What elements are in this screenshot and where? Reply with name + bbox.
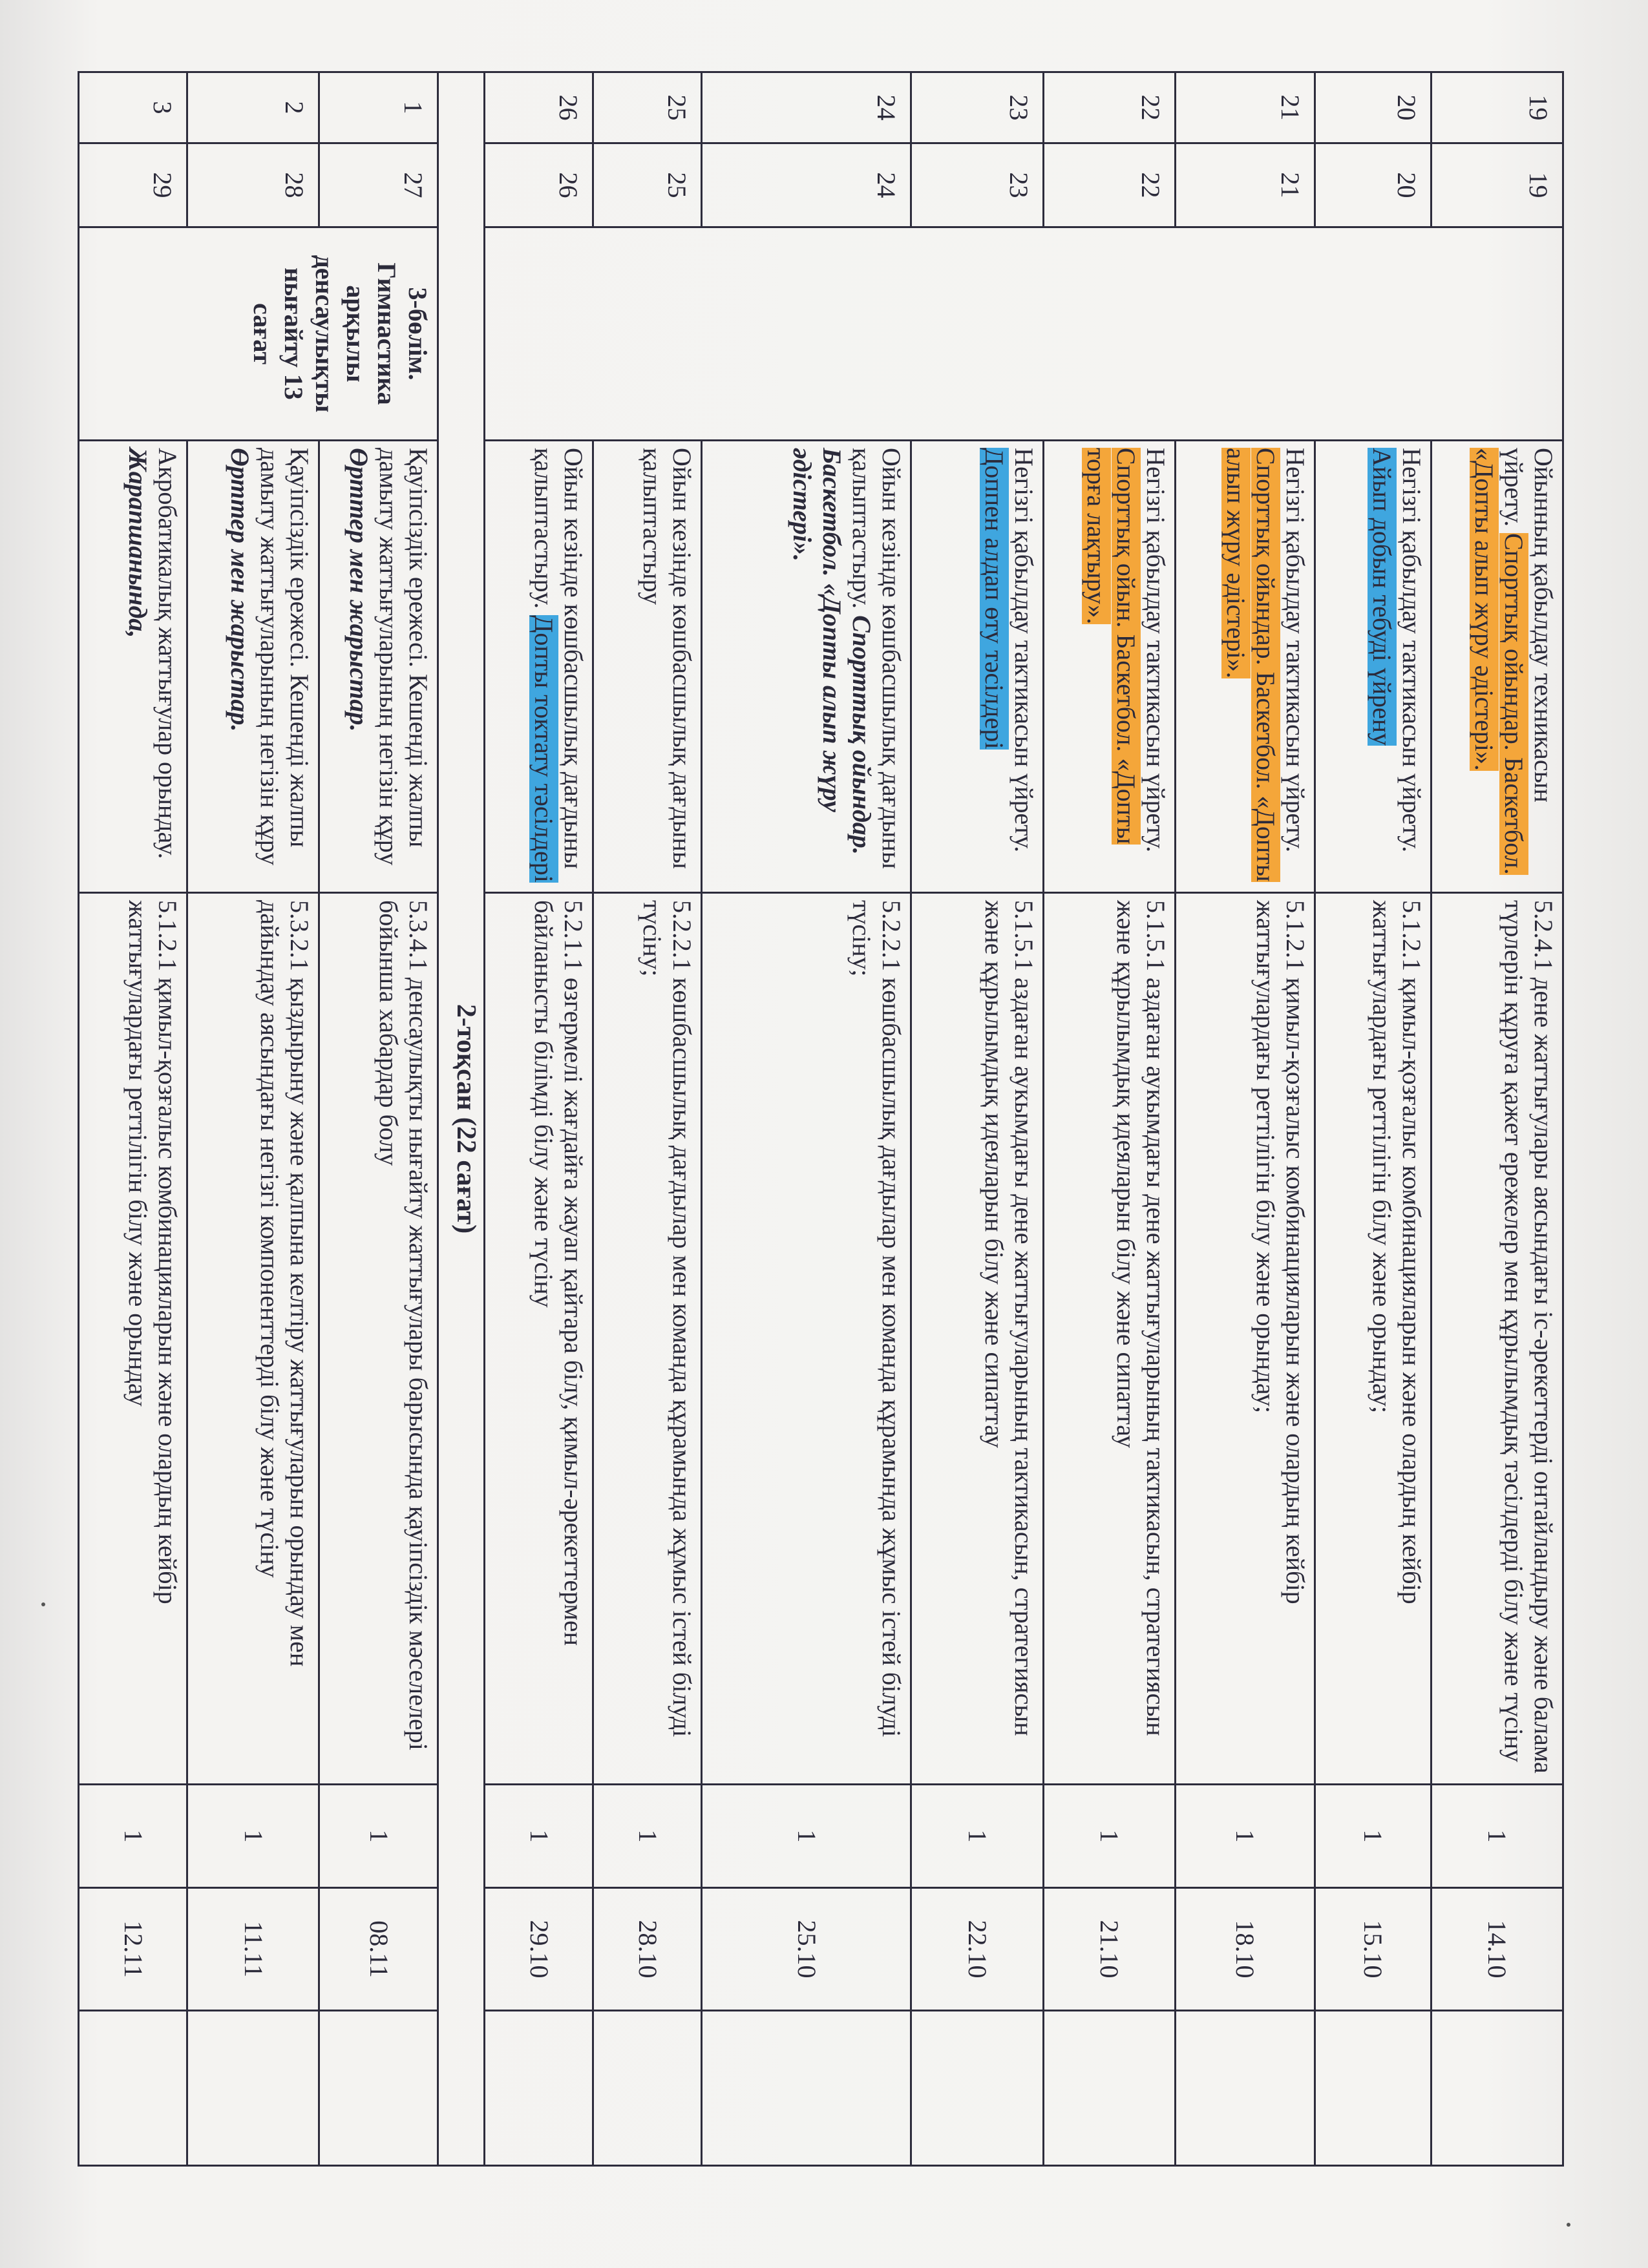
notes-cell xyxy=(1431,2011,1563,2166)
lesson-number-cell: 21 xyxy=(1175,143,1315,227)
notes-cell xyxy=(1315,2011,1431,2166)
learning-objective-cell: 5.3.2.1 қыздырыну және қалпына келтіру жаттығуларын орындау мен дайындау аясындағы негізгі компоненттерді білу және түсіну xyxy=(187,893,319,1785)
date-cell: 12.11 xyxy=(79,1888,187,2011)
learning-objective-cell: 5.1.2.1 қимыл-қозғалыс комбинацияларын және олардың кейбір жаттығулардағы реттілігін білу және орындау; xyxy=(1315,893,1431,1785)
lesson-topic-cell xyxy=(911,441,1043,893)
row-number-cell: 24 xyxy=(702,72,911,143)
topic-text: Негізгі қабылдау тактикасын үйрету. xyxy=(1141,448,1170,853)
lesson-topic-cell xyxy=(702,441,911,893)
learning-objective-cell: 5.2.2.1 көшбасшылық дағдылар мен команда құрамында жұмыс істей білуді түсіну; xyxy=(702,893,911,1785)
table-body xyxy=(79,72,1563,2166)
topic-text: Ойын кезінде көшбасшылық дағдыны қалыптастыру xyxy=(638,448,697,869)
hours-count-cell: 1 xyxy=(702,1785,911,1888)
row-number-cell: 3 xyxy=(79,72,187,143)
section-cell-empty xyxy=(485,227,1563,441)
date-cell: 11.11 xyxy=(187,1888,319,2011)
learning-objective-cell: 5.2.4.1 дене жаттығулары аясындағы іс-әрекеттерді онтайландыру және балама түрлерін құруға қажет ережелер мен құрылымдық тәсілдерді білу және түсіну xyxy=(1431,893,1563,1785)
lesson-number-cell: 22 xyxy=(1043,143,1175,227)
topic-text: Спорттық ойындар. Баскетбол. «Допты алып жүру әдістері». xyxy=(788,448,877,855)
quarter-title: 2-тоқсан (22 сағат) xyxy=(438,72,485,2166)
lesson-topic-cell xyxy=(79,441,187,893)
date-cell: 21.10 xyxy=(1043,1888,1175,2011)
hours-count-cell: 1 xyxy=(911,1785,1043,1888)
learning-objective-cell: 5.2.1.1 өзгермелі жағдайға жауап қайтара білу, қимыл-әрекеттермен байланысты білімді білу және түсіну xyxy=(485,893,593,1785)
lesson-topic-cell xyxy=(1315,441,1431,893)
learning-objective-cell: 5.2.2.1 көшбасшылық дағдылар мен команда құрамында жұмыс істей білуді түсіну; xyxy=(593,893,702,1785)
learning-objective-cell: 5.3.4.1 денсаулықты нығайту жаттығулары барысында қауіпсіздік мәселелері бойынша хабардар болу xyxy=(319,893,438,1785)
topic-text: Негізгі қабылдау тактикасын үйрету. xyxy=(1397,448,1426,853)
date-cell: 14.10 xyxy=(1431,1888,1563,2011)
date-cell: 08.11 xyxy=(319,1888,438,2011)
lesson-number-cell: 25 xyxy=(593,143,702,227)
row-number-cell: 21 xyxy=(1175,72,1315,143)
hours-count-cell: 1 xyxy=(1315,1785,1431,1888)
highlighted-topic-text: Спорттық ойындар. Баскетбол. «Допты алып жүру әдістері». xyxy=(1470,448,1528,875)
lesson-topic-cell xyxy=(1431,441,1563,893)
notes-cell xyxy=(485,2011,593,2166)
hours-count-cell: 1 xyxy=(319,1785,438,1888)
notes-cell xyxy=(319,2011,438,2166)
notes-cell xyxy=(187,2011,319,2166)
topic-text: Ойынның қабылдау техникасын үйрету. xyxy=(1499,448,1558,803)
notes-cell xyxy=(593,2011,702,2166)
topic-text: Ойын кезінде көшбасшылық дағдыны қалыптастыру. xyxy=(847,448,907,869)
date-cell: 18.10 xyxy=(1175,1888,1315,2011)
topic-text: Қауіпсіздік ережесі. Кешенді жалпы дамыту жаттығуларының негізін құру xyxy=(255,448,315,866)
lesson-topic-cell xyxy=(1043,441,1175,893)
lesson-topic-cell xyxy=(187,441,319,893)
topic-text: Акробатикалық жаттығулар орындау. xyxy=(153,448,183,859)
row-number-cell: 22 xyxy=(1043,72,1175,143)
highlighted-topic-text: Доппен алдап өту тәсілдері xyxy=(979,448,1009,750)
date-cell: 22.10 xyxy=(911,1888,1043,2011)
topic-text: Өрттер мен жарыстар. xyxy=(344,448,374,732)
row-number-cell: 25 xyxy=(593,72,702,143)
date-cell: 25.10 xyxy=(702,1888,911,2011)
highlighted-topic-text: Допты токтату тәсілдері xyxy=(529,615,559,883)
topic-text: Қауіпсіздік ережесі. Кешенді жалпы дамыту жаттығуларының негізін құру xyxy=(374,448,434,866)
learning-objective-cell: 5.1.5.1 аздаған аукымдағы дене жаттығуларының тактикасын, стратегиясын және құрылымдық идеяларын білу және сипаттау xyxy=(1043,893,1175,1785)
highlighted-topic-text: Спорттық ойындар. Баскетбол. «Допты алып жүру әдістері». xyxy=(1221,448,1280,882)
scan-speck xyxy=(1567,2223,1570,2227)
lesson-topic-cell xyxy=(593,441,702,893)
row-number-cell: 20 xyxy=(1315,72,1431,143)
lesson-number-cell: 24 xyxy=(702,143,911,227)
hours-count-cell: 1 xyxy=(1175,1785,1315,1888)
highlighted-topic-text: Айып добын тебуді үйрену xyxy=(1367,448,1397,746)
notes-cell xyxy=(1175,2011,1315,2166)
notes-cell xyxy=(79,2011,187,2166)
topic-text: Негізгі қабылдау тактикасын үйрету. xyxy=(1009,448,1039,853)
date-cell: 29.10 xyxy=(485,1888,593,2011)
learning-objective-cell: 5.1.5.1 аздаған аукымдағы дене жаттығуларының тактикасын, стратегиясын және құрылымдық идеяларын білу және сипаттау xyxy=(911,893,1043,1785)
lesson-number-cell: 20 xyxy=(1315,143,1431,227)
hours-count-cell: 1 xyxy=(187,1785,319,1888)
table-row xyxy=(1431,72,1563,2166)
scan-speck xyxy=(41,1602,45,1606)
date-cell: 15.10 xyxy=(1315,1888,1431,2011)
lesson-plan-table xyxy=(78,71,1564,2167)
topic-text: Жарапшанында, xyxy=(123,448,153,638)
row-number-cell: 26 xyxy=(485,72,593,143)
lesson-number-cell: 29 xyxy=(79,143,187,227)
notes-cell xyxy=(702,2011,911,2166)
topic-text: Ойын кезінде көшбасшылық дағдыны қалыптастыру. xyxy=(529,448,589,869)
notes-cell xyxy=(1043,2011,1175,2166)
learning-objective-cell: 5.1.2.1 қимыл-қозғалыс комбинацияларын және олардың кейбір жаттығулардағы реттілігін білу және орындау xyxy=(79,893,187,1785)
row-number-cell: 19 xyxy=(1431,72,1563,143)
section-title-cell: 3-бөлім. Гимнастика арқылы денсаулықты нығайту 13 сағат xyxy=(79,227,438,441)
learning-objective-cell: 5.1.2.1 қимыл-қозғалыс комбинацияларын және олардың кейбір жаттығулардағы реттілігін білу және орындау; xyxy=(1175,893,1315,1785)
lesson-topic-cell xyxy=(485,441,593,893)
row-number-cell: 2 xyxy=(187,72,319,143)
notes-cell xyxy=(911,2011,1043,2166)
lesson-number-cell: 27 xyxy=(319,143,438,227)
lesson-number-cell: 28 xyxy=(187,143,319,227)
row-number-cell: 1 xyxy=(319,72,438,143)
hours-count-cell: 1 xyxy=(1043,1785,1175,1888)
row-number-cell: 23 xyxy=(911,72,1043,143)
lesson-number-cell: 26 xyxy=(485,143,593,227)
highlighted-topic-text: Спорттық ойын. Баскетбол. «Допты торға лақтыру». xyxy=(1081,448,1141,845)
lesson-topic-cell xyxy=(1175,441,1315,893)
topic-text: Негізгі қабылдау тактикасын үйрету. xyxy=(1280,448,1310,853)
hours-count-cell: 1 xyxy=(1431,1785,1563,1888)
lesson-number-cell: 19 xyxy=(1431,143,1563,227)
quarter-header-row xyxy=(438,72,485,2166)
date-cell: 28.10 xyxy=(593,1888,702,2011)
topic-text: Өрттер мен жарыстар. xyxy=(226,448,255,732)
hours-count-cell: 1 xyxy=(485,1785,593,1888)
table-row xyxy=(319,72,438,2166)
lesson-number-cell: 23 xyxy=(911,143,1043,227)
hours-count-cell: 1 xyxy=(79,1785,187,1888)
lesson-topic-cell xyxy=(319,441,438,893)
hours-count-cell: 1 xyxy=(593,1785,702,1888)
